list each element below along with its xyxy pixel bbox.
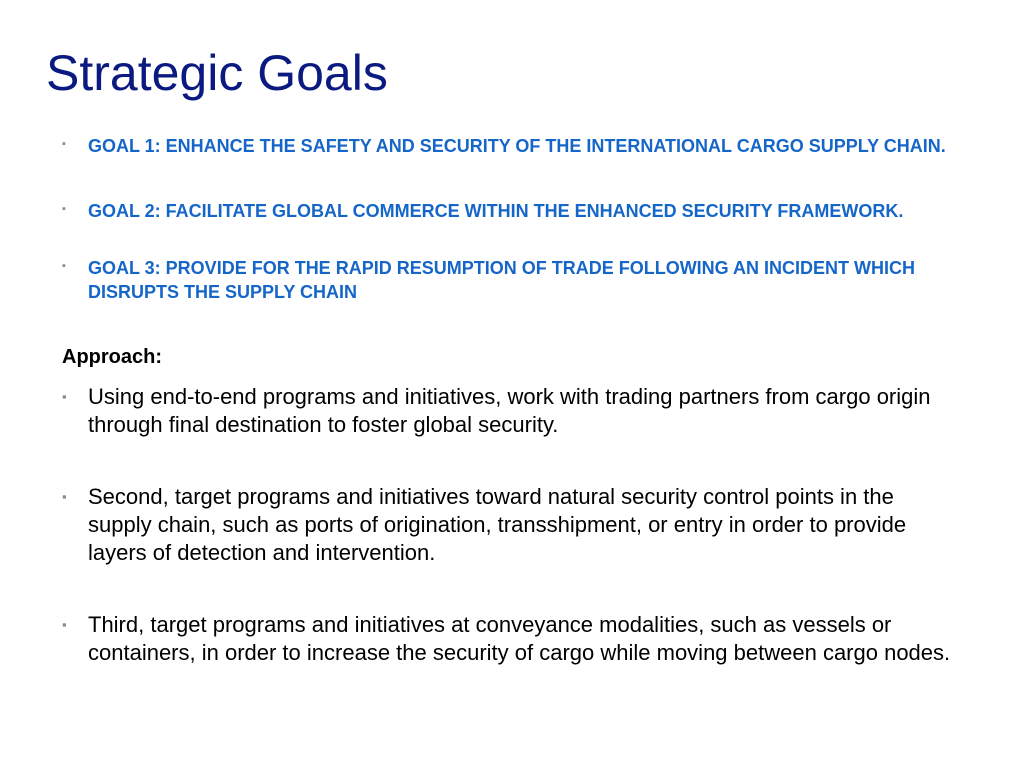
approach-text: Third, target programs and initiatives at conveyance modalities, such as vessels or containers, in order to increase the security of cargo while moving between cargo nodes. xyxy=(88,612,951,665)
approach-item-3 xyxy=(62,611,962,667)
approach-text: Using end-to-end programs and initiatives, work with trading partners from cargo origin through final destination to foster global security. xyxy=(88,384,931,437)
goal-text: GOAL 1: ENHANCE THE SAFETY AND SECURITY OF THE INTERNATIONAL CARGO SUPPLY CHAIN. xyxy=(88,136,946,156)
square-bullet-icon: ▪ xyxy=(62,389,67,404)
approach-heading: Approach: xyxy=(62,346,162,368)
goal-text: GOAL 2: FACILITATE GLOBAL COMMERCE WITHIN THE ENHANCED SECURITY FRAMEWORK. xyxy=(88,201,904,221)
approach-item-2 xyxy=(62,483,962,567)
goal-text: GOAL 3: PROVIDE FOR THE RAPID RESUMPTION OF TRADE FOLLOWING AN INCIDENT WHICH DISRUPTS THE SUPPLY CHAIN xyxy=(88,258,915,302)
square-bullet-icon: ▪ xyxy=(62,138,66,150)
square-bullet-icon: ▪ xyxy=(62,203,66,215)
goal-item-2 xyxy=(62,199,962,223)
goal-item-3 xyxy=(62,256,962,304)
page-title: Strategic Goals xyxy=(46,45,388,101)
square-bullet-icon: ▪ xyxy=(62,489,67,504)
approach-text: Second, target programs and initiatives toward natural security control points in the supply chain, such as ports of origination, transshipment, or entry in order to provide layers of detection and intervention. xyxy=(88,484,907,565)
square-bullet-icon: ▪ xyxy=(62,260,66,272)
square-bullet-icon: ▪ xyxy=(62,617,67,632)
goal-item-1 xyxy=(62,134,962,158)
approach-item-1 xyxy=(62,383,962,439)
